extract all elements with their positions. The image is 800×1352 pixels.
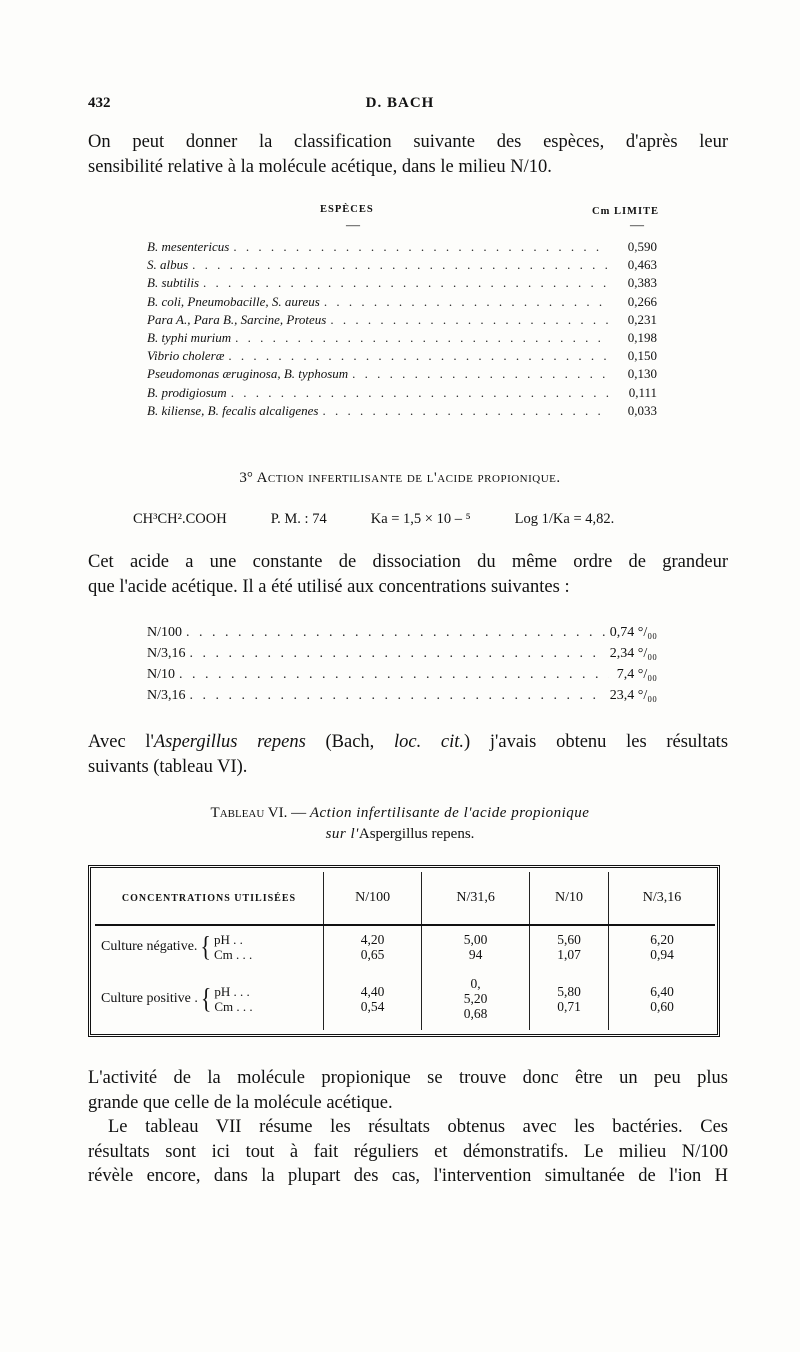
- species-name: Vibrio choleræ: [147, 348, 225, 364]
- citation: loc. cit.: [393, 732, 465, 752]
- list-item: [147, 256, 657, 274]
- list-item: [147, 311, 657, 329]
- log-value: Log 1/Ka = 4,82.: [514, 511, 615, 527]
- concentration-value: 7,4 °/₀₀: [616, 667, 657, 682]
- concentration-name: N/3,16: [147, 688, 186, 703]
- species-name: Para A., Para B., Sarcine, Proteus: [147, 311, 327, 327]
- row-label: [95, 925, 324, 968]
- limit-value: 0,463: [627, 257, 657, 273]
- limit-value: 0,266: [627, 293, 657, 309]
- cell-value: 5,60: [557, 931, 581, 947]
- table-label: Tableau VI.: [210, 805, 288, 821]
- column-header: N/10: [529, 872, 608, 925]
- list-item: [147, 274, 657, 292]
- limit-value: 0,130: [627, 366, 657, 382]
- table-cell: [422, 968, 530, 1030]
- leader-dots: [190, 685, 606, 706]
- table-cell: [529, 925, 608, 968]
- leader-dots: [190, 643, 606, 664]
- list-item: [147, 664, 657, 685]
- concentration-name: N/100: [147, 625, 182, 640]
- leader-dots: [235, 329, 609, 347]
- leader-dots: [203, 274, 609, 292]
- row-params: [214, 932, 252, 962]
- para4-line-2: grande que celle de la molécule acétique.: [88, 1092, 393, 1113]
- limit-column-header: Cm LIMITE: [592, 206, 660, 217]
- table-caption-line-2: [0, 826, 800, 843]
- leader-dots: [192, 256, 609, 274]
- cell-value: 0,: [470, 976, 481, 992]
- limit-value: 0,590: [627, 239, 657, 254]
- para4-line-1: L'activité de la molécule propionique se trouve donc être un peu plus: [88, 1068, 728, 1088]
- section-heading: [0, 470, 800, 487]
- column-header: N/100: [324, 872, 422, 925]
- species-name: B. subtilis: [147, 275, 200, 291]
- param-cm: Cm . . .: [214, 998, 253, 1014]
- cell-value: 5,00: [463, 931, 488, 947]
- para3-line-2: suivants (tableau VI).: [88, 756, 248, 777]
- leader-dots: [231, 384, 609, 402]
- cell-value: 0,71: [557, 998, 581, 1014]
- cell-value: 4,40: [360, 983, 385, 999]
- concentration-list: [147, 622, 657, 706]
- limit-value: 0,033: [627, 402, 657, 418]
- table-cell: [422, 925, 530, 968]
- limit-value: 0,383: [627, 275, 657, 291]
- formula-line: [133, 511, 658, 528]
- param-ph: pH . . .: [214, 983, 250, 999]
- intro-line-1: On peut donner la classification suivante des espèces, d'après leur: [88, 132, 728, 152]
- table-cell: [529, 968, 608, 1030]
- list-item: [147, 293, 657, 311]
- table-cell: [609, 925, 715, 968]
- cell-value: 5,20: [463, 991, 488, 1007]
- species-list: [147, 238, 657, 420]
- para3-line-1: [88, 730, 728, 755]
- species-header-dash: —: [346, 218, 360, 233]
- concentration-name: N/3,16: [147, 646, 186, 661]
- column-header: CONCENTRATIONS UTILISÉES: [95, 872, 324, 925]
- cell-value: 5,80: [557, 983, 581, 999]
- limit-value: 0,198: [627, 329, 657, 345]
- concentration-value: 0,74 °/₀₀: [609, 625, 657, 640]
- data-table: [95, 872, 715, 1030]
- column-header: N/3,16: [609, 872, 715, 925]
- list-item: [147, 685, 657, 706]
- table-caption: [0, 805, 800, 822]
- leader-dots: [322, 402, 609, 420]
- cell-value: 1,07: [557, 946, 581, 962]
- table-row: [95, 968, 715, 1030]
- leader-dots: [186, 622, 606, 643]
- organism-name: Aspergillus repens: [153, 732, 306, 752]
- cell-value: 94: [468, 946, 483, 962]
- leader-dots: [179, 664, 609, 685]
- list-item: [147, 402, 657, 420]
- leader-dots: [330, 311, 609, 329]
- text-run: Avec l': [88, 732, 154, 752]
- cell-value: 6,40: [650, 983, 674, 999]
- cell-value: 0,65: [360, 946, 385, 962]
- param-cm: Cm . . .: [213, 946, 253, 962]
- paragraph-2: [88, 550, 728, 599]
- chemical-formula: CH³CH².COOH: [133, 511, 227, 527]
- list-item: [147, 643, 657, 664]
- species-name: S. albus: [147, 257, 189, 273]
- caption-text: sur l': [325, 826, 359, 842]
- list-item: [147, 384, 657, 402]
- leader-dots: [233, 238, 609, 256]
- brace: {: [200, 982, 212, 1015]
- table-cell: [324, 925, 422, 968]
- species-name: B. prodigiosum: [147, 384, 227, 400]
- limit-value: 0,111: [628, 384, 657, 400]
- leader-dots: [324, 293, 609, 311]
- species-name: B. mesentericus: [147, 239, 230, 254]
- list-item: [147, 238, 657, 256]
- para2-line-1: Cet acide a une constante de dissociation du même ordre de grandeur: [88, 552, 728, 572]
- limit-value: 0,231: [627, 311, 657, 327]
- row-label: [95, 968, 324, 1030]
- column-header: N/31,6: [422, 872, 530, 925]
- cell-value: 0,94: [650, 946, 674, 962]
- species-name: B. coli, Pneumobacille, S. aureus: [147, 293, 320, 309]
- species-name: B. typhi murium: [147, 329, 232, 345]
- species-name: Pseudomonas æruginosa, B. typhosum: [147, 366, 349, 382]
- cell-value: 0,68: [463, 1006, 488, 1022]
- para4-line-4: résultats sont ici tout à fait réguliers et démonstratifs. Le milieu N/100: [88, 1141, 728, 1162]
- paragraph-3: [88, 730, 728, 779]
- molecular-weight: P. M. : 74: [270, 511, 327, 527]
- species-name: B. kiliense, B. fecalis alcaligenes: [147, 402, 319, 418]
- limit-header-dash: —: [630, 218, 644, 233]
- list-item: [147, 329, 657, 347]
- list-item: [147, 347, 657, 365]
- row-label-text: Culture négative.: [101, 939, 198, 955]
- concentration-value: 23,4 °/₀₀: [609, 688, 657, 703]
- leader-dots: [352, 365, 609, 383]
- concentration-name: N/10: [147, 667, 175, 682]
- cell-value: 0,54: [360, 998, 385, 1014]
- species-column-header: ESPÈCES: [320, 204, 374, 215]
- list-item: [147, 622, 657, 643]
- table-cell: [609, 968, 715, 1030]
- row-params: [214, 984, 252, 1014]
- param-ph: pH . .: [213, 931, 243, 947]
- text-run: ) j'avais obtenu les résultats: [464, 732, 729, 752]
- caption-title: Action infertilisante de l'acide propionique: [309, 805, 590, 821]
- list-item: [147, 365, 657, 383]
- limit-value: 0,150: [627, 348, 657, 364]
- table-row: [95, 925, 715, 968]
- caption-organism: Aspergillus repens.: [358, 826, 475, 842]
- concentration-value: 2,34 °/₀₀: [609, 646, 657, 661]
- text-run: (Bach,: [305, 732, 394, 752]
- dissociation-constant: Ka = 1,5 × 10 – ⁵: [370, 511, 471, 527]
- table-cell: [324, 968, 422, 1030]
- section-number: 3°: [239, 470, 253, 486]
- para2-line-2: que l'acide acétique. Il a été utilisé aux concentrations suivantes :: [88, 576, 570, 597]
- paragraph-4: [88, 1066, 728, 1189]
- intro-paragraph: [88, 130, 728, 179]
- section-title: Action infertilisante de l'acide propionique.: [256, 470, 561, 486]
- page-number: 432: [88, 95, 111, 111]
- para4-line-5: révèle encore, dans la plupart des cas, l'intervention simultanée de l'ion H: [88, 1166, 728, 1186]
- cell-value: 6,20: [650, 931, 674, 947]
- table-vi: [88, 865, 720, 1037]
- leader-dots: [228, 347, 609, 365]
- caption-dash: —: [287, 805, 310, 821]
- intro-line-2: sensibilité relative à la molécule acétique, dans le milieu N/10.: [88, 156, 552, 177]
- cell-value: 4,20: [360, 931, 385, 947]
- running-header-author: D. BACH: [365, 95, 435, 111]
- para4-line-3: Le tableau VII résume les résultats obtenus avec les bactéries. Ces: [108, 1117, 728, 1137]
- cell-value: 0,60: [650, 998, 674, 1014]
- row-label-text: Culture positive .: [101, 991, 198, 1007]
- table-header-row: [95, 872, 715, 925]
- brace: {: [200, 930, 211, 963]
